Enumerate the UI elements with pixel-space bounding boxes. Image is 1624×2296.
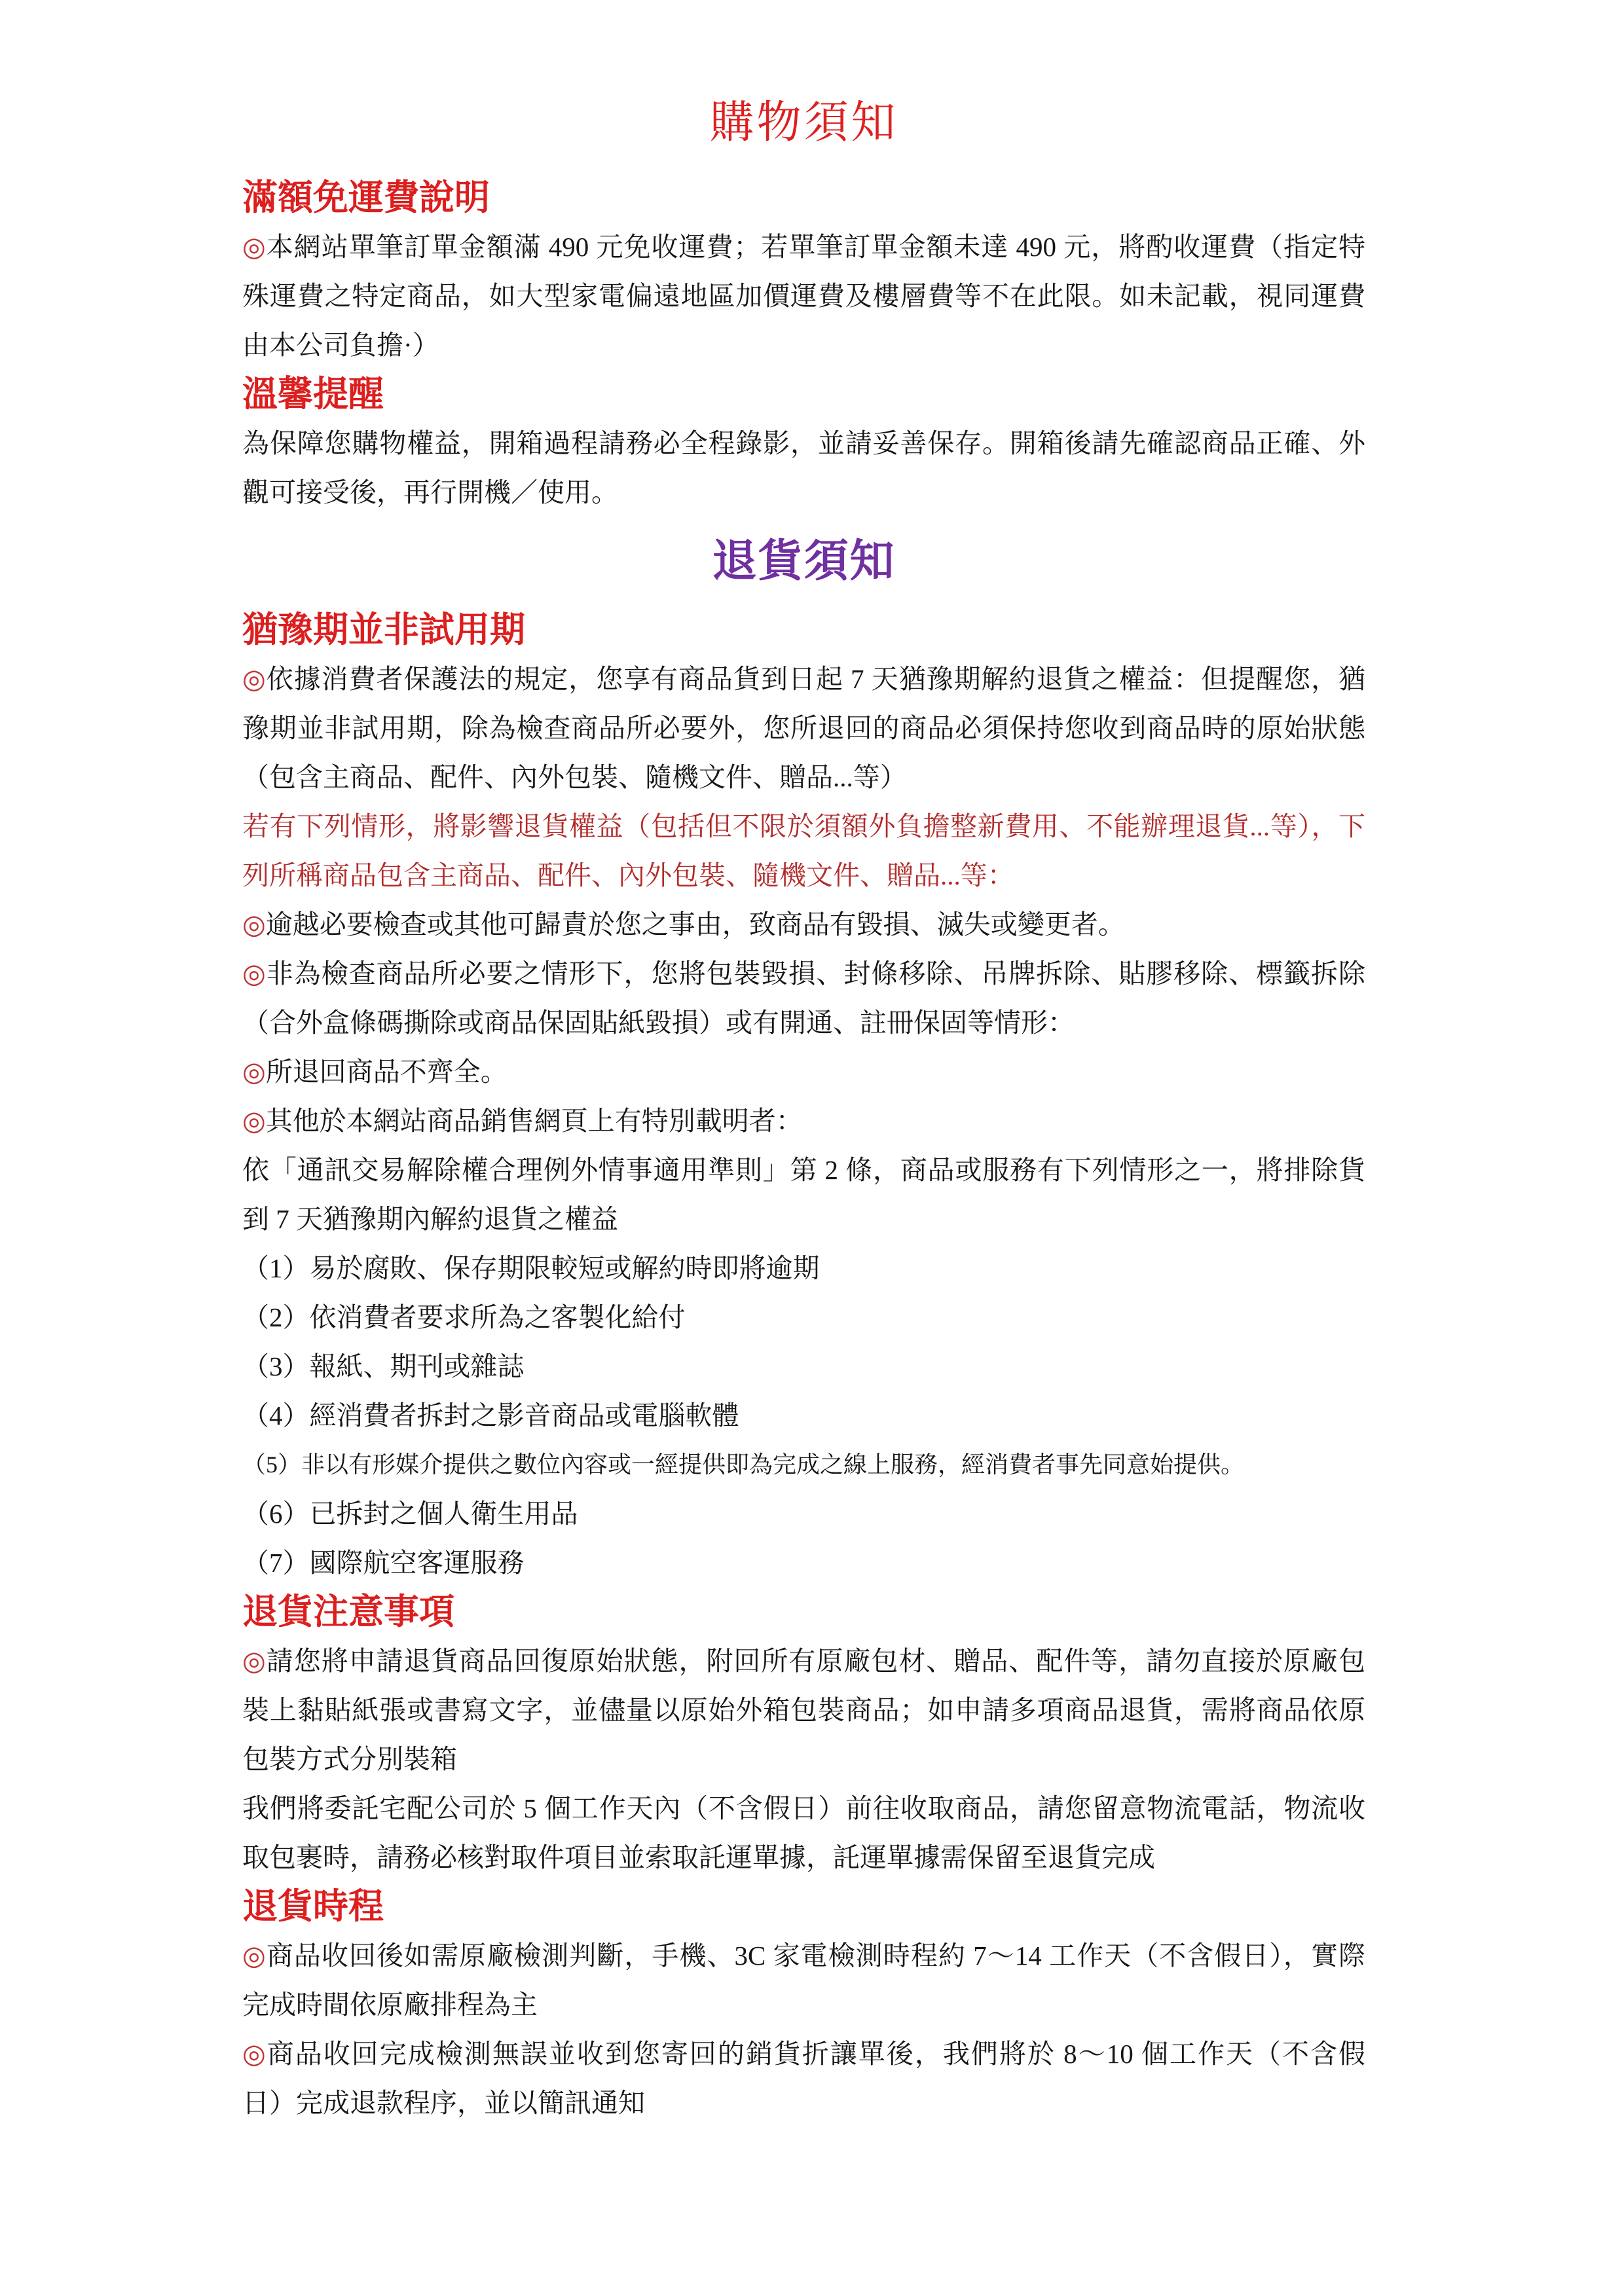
section-heading: 溫馨提醒 — [242, 374, 384, 414]
section-heading: 猶豫期並非試用期 — [242, 610, 525, 649]
text-line: （2）依消費者要求所為之客製化給付 — [242, 1302, 686, 1332]
bullseye-bullet-icon: ◎ — [242, 958, 267, 989]
warning-text-line: 列所稱商品包含主商品、配件、內外包裝、隨機文件、贈品...等： — [242, 860, 1014, 890]
text-line: ◎所退回商品不齊全。 — [242, 1057, 507, 1087]
text-line: ◎其他於本網站商品銷售網頁上有特別載明者： — [242, 1106, 803, 1136]
bullseye-bullet-icon: ◎ — [242, 1646, 267, 1676]
text-line: ◎商品收回完成檢測無誤並收到您寄回的銷貨折讓單後，我們將於 8～10 個工作天（不含假 — [242, 2039, 1365, 2069]
text-line-small: （5）非以有形媒介提供之數位內容或一經提供即為完成之線上服務，經消費者事先同意始提供。 — [242, 1451, 1245, 1478]
text-line: 日）完成退款程序，並以簡訊通知 — [242, 2088, 645, 2118]
text-line: 豫期並非試用期，除為檢查商品所必要外，您所退回的商品必須保持您收到商品時的原始狀態 — [242, 713, 1365, 743]
text-line: 取包裹時，請務必核對取件項目並索取託運單據，託運單據需保留至退貨完成 — [242, 1842, 1155, 1872]
text-line: （4）經消費者拆封之影音商品或電腦軟體 — [242, 1400, 739, 1430]
text-line: ◎非為檢查商品所必要之情形下，您將包裝毀損、封條移除、吊牌拆除、貼膠移除、標籤拆除 — [242, 958, 1365, 989]
text-line: ◎請您將申請退貨商品回復原始狀態，附回所有原廠包材、贈品、配件等，請勿直接於原廠包 — [242, 1646, 1365, 1676]
text-line: ◎本網站單筆訂單金額滿 490 元免收運費；若單筆訂單金額未達 490 元，將酌收運費（指定特 — [242, 232, 1365, 262]
section-heading: 退貨注意事項 — [242, 1592, 454, 1631]
text-line: 包裝方式分別裝箱 — [242, 1744, 457, 1774]
bullseye-bullet-icon: ◎ — [242, 909, 266, 939]
text-line: 裝上黏貼紙張或書寫文字，並儘量以原始外箱包裝商品；如申請多項商品退貨，需將商品依原 — [242, 1695, 1365, 1725]
text-line: （包含主商品、配件、內外包裝、隨機文件、贈品...等） — [242, 762, 907, 792]
text-line: （合外盒條碼撕除或商品保固貼紙毀損）或有開通、註冊保固等情形： — [242, 1008, 1075, 1038]
text-line: 我們將委託宅配公司於 5 個工作天內（不含假日）前往收取商品，請您留意物流電話，物流收 — [242, 1793, 1365, 1823]
bullseye-bullet-icon: ◎ — [242, 1106, 266, 1136]
page-title-returns: 退貨須知 — [712, 536, 896, 587]
text-line: （7）國際航空客運服務 — [242, 1548, 525, 1578]
text-line: 由本公司負擔·） — [242, 330, 439, 360]
text-line: （3）報紙、期刊或雜誌 — [242, 1351, 525, 1381]
text-line: 殊運費之特定商品，如大型家電偏遠地區加價運費及樓層費等不在此限。如未記載，視同運費 — [242, 281, 1365, 311]
text-line: 為保障您購物權益，開箱過程請務必全程錄影，並請妥善保存。開箱後請先確認商品正確、外 — [242, 428, 1365, 458]
section-heading: 滿額免運費說明 — [242, 178, 490, 217]
text-line: （1）易於腐敗、保存期限較短或解約時即將逾期 — [242, 1253, 820, 1283]
text-line: （6）已拆封之個人衛生用品 — [242, 1499, 578, 1529]
section-heading: 退貨時程 — [242, 1887, 384, 1926]
warning-text-line: 若有下列情形，將影響退貨權益（包括但不限於須額外負擔整新費用、不能辦理退貨...等），下 — [242, 811, 1365, 841]
document-page — [242, 92, 1365, 2128]
text-line: ◎逾越必要檢查或其他可歸責於您之事由，致商品有毀損、滅失或變更者。 — [242, 909, 1125, 939]
text-line: 完成時間依原廠排程為主 — [242, 1990, 538, 2020]
text-line: 依「通訊交易解除權合理例外情事適用準則」第 2 條，商品或服務有下列情形之一，將排除貨 — [242, 1155, 1365, 1185]
bullseye-bullet-icon: ◎ — [242, 2039, 267, 2069]
text-line: ◎商品收回後如需原廠檢測判斷，手機、3C 家電檢測時程約 7～14 工作天（不含假日），實際 — [242, 1941, 1366, 1971]
page-title-shopping: 購物須知 — [709, 98, 898, 147]
text-line: 到 7 天猶豫期內解約退貨之權益 — [242, 1204, 618, 1234]
bullseye-bullet-icon: ◎ — [242, 1057, 266, 1087]
bullseye-bullet-icon: ◎ — [242, 664, 267, 694]
document-body — [242, 173, 1365, 2128]
text-line: ◎依據消費者保護法的規定，您享有商品貨到日起 7 天猶豫期解約退貨之權益：但提醒您，猶 — [242, 664, 1365, 694]
bullseye-bullet-icon: ◎ — [242, 232, 267, 262]
text-line: 觀可接受後，再行開機／使用。 — [242, 477, 618, 507]
bullseye-bullet-icon: ◎ — [242, 1941, 267, 1971]
